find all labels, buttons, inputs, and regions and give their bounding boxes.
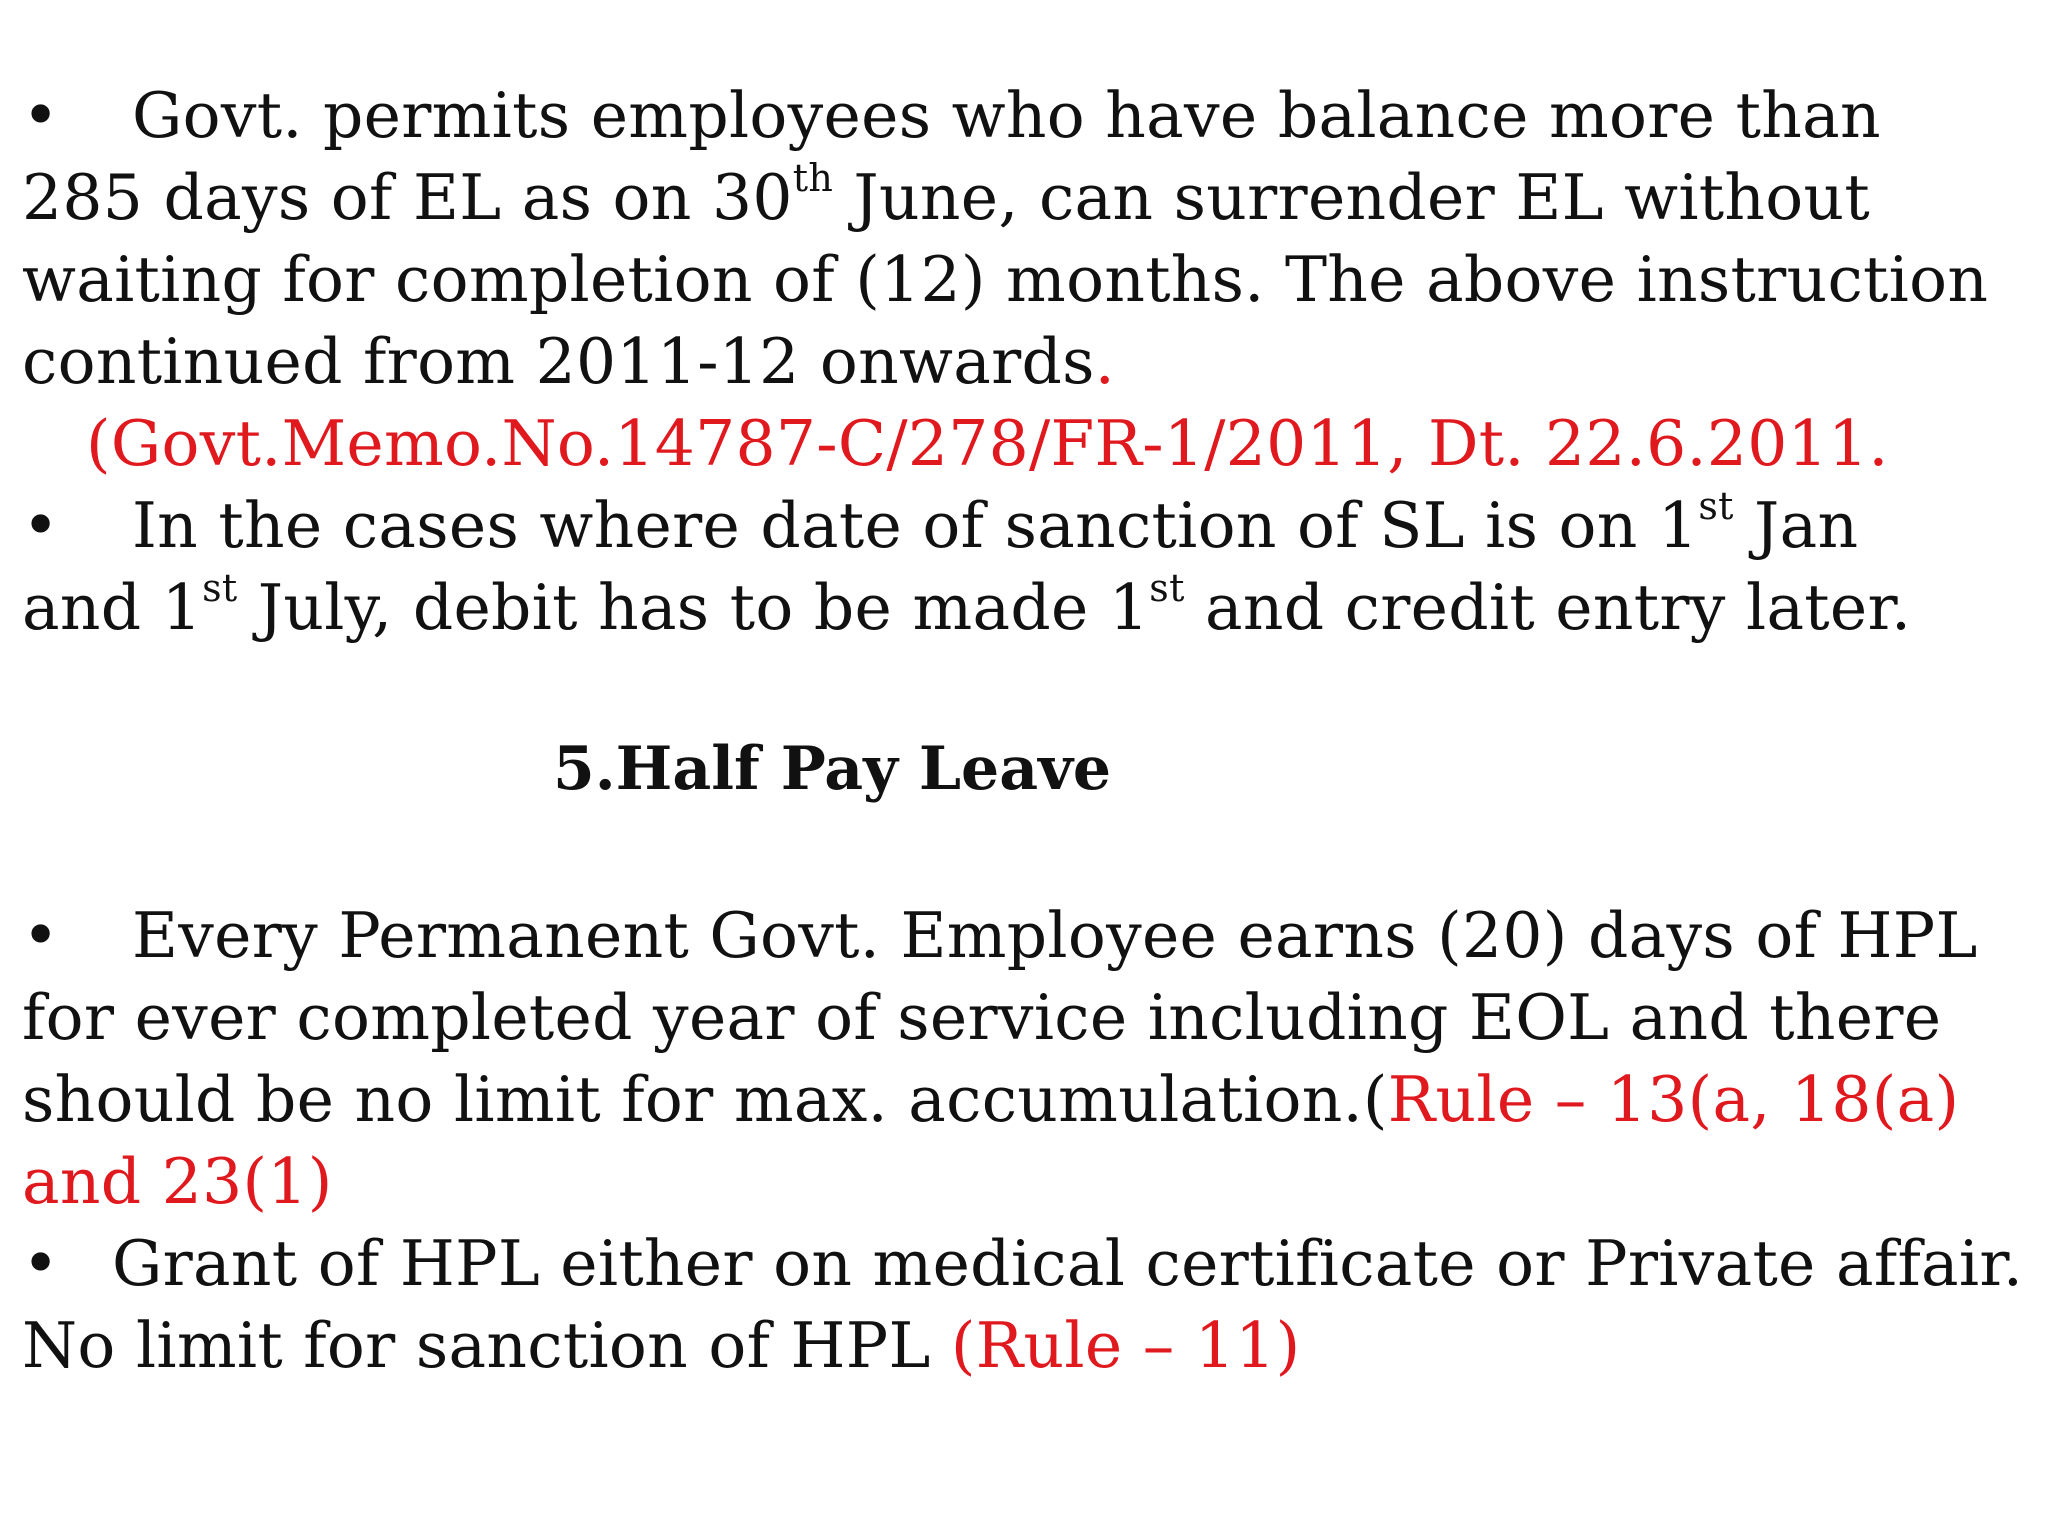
sl-sanction-text-1b: Jan (1733, 489, 1859, 562)
paragraph-sl-sanction-line-2 (22, 567, 1911, 649)
hpl-earn-text-3: should be no limit for max. accumulation.( (22, 1063, 1388, 1136)
superscript-st: st (202, 566, 238, 610)
sl-sanction-text-2b: July, debit has to be made 1 (237, 571, 1150, 644)
paragraph-hpl-earn-line-1 (22, 895, 1978, 977)
superscript-st: st (1698, 484, 1734, 528)
rule-reference-13: Rule – 13(a, 18(a) (1387, 1063, 1960, 1136)
hpl-earn-text-1: Every Permanent Govt. Employee earns (20) days of HPL (132, 899, 1978, 972)
paragraph-el-surrender-line-1 (22, 75, 1881, 157)
superscript-st: st (1149, 566, 1185, 610)
paragraph-el-surrender-line-2 (22, 157, 1870, 239)
paragraph-sl-sanction-line-1 (22, 485, 1858, 567)
bullet-icon: • (22, 1227, 60, 1300)
bullet-icon: • (22, 899, 60, 972)
hpl-grant-text-1: Grant of HPL either on medical certificate or Private affair. (112, 1227, 2024, 1300)
paragraph-hpl-earn-line-3 (22, 1059, 1959, 1141)
red-period: . (1094, 325, 1116, 398)
paragraph-el-surrender-line-4 (22, 321, 1115, 403)
sl-sanction-text-2a: and 1 (22, 571, 203, 644)
superscript-th: th (792, 156, 834, 200)
hpl-earn-text-2: for ever completed year of service including EOL and there (22, 981, 1942, 1054)
govt-memo-reference: (Govt.Memo.No.14787-C/278/FR-1/2011, Dt. 22.6.2011. (86, 407, 1889, 480)
el-surrender-text-2a: 285 days of EL as on 30 (22, 161, 793, 234)
el-surrender-text-4: continued from 2011-12 onwards (22, 325, 1095, 398)
rule-reference-23: and 23(1) (22, 1145, 333, 1218)
hpl-grant-text-2: No limit for sanction of HPL (22, 1309, 951, 1382)
bullet-icon: • (22, 79, 60, 152)
bullet-icon: • (22, 489, 60, 562)
paragraph-hpl-grant-line-1 (22, 1223, 2023, 1305)
sl-sanction-text-1a: In the cases where date of sanction of SL is on 1 (132, 489, 1699, 562)
rule-reference-11: (Rule – 11) (950, 1309, 1301, 1382)
el-surrender-text-3: waiting for completion of (12) months. The above instruction (22, 243, 1989, 316)
el-surrender-text-1: Govt. permits employees who have balance more than (132, 79, 1881, 152)
el-surrender-text-2b: June, can surrender EL without (833, 161, 1871, 234)
paragraph-el-surrender-line-3 (22, 239, 1988, 321)
section-heading-half-pay-leave: 5.Half Pay Leave (553, 734, 1112, 804)
paragraph-hpl-grant-line-2 (22, 1305, 1301, 1387)
sl-sanction-text-2c: and credit entry later. (1184, 571, 1912, 644)
paragraph-hpl-earn-line-2 (22, 977, 1941, 1059)
